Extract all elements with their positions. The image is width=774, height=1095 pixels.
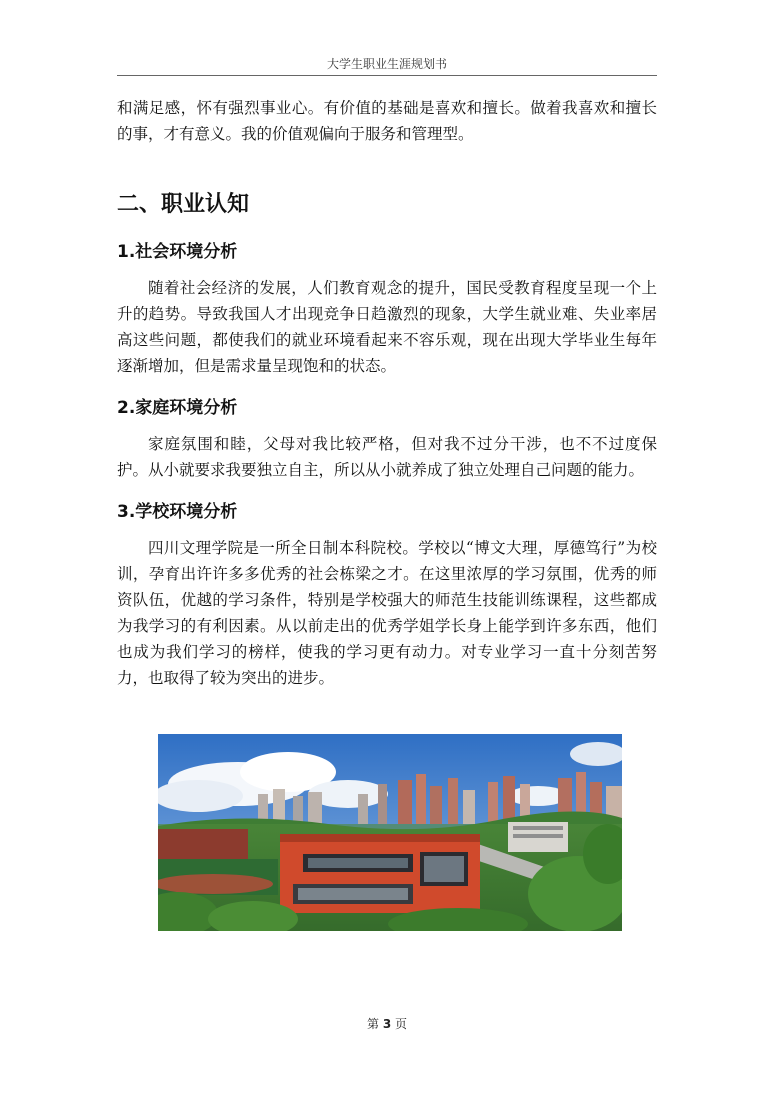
campus-photo-illustration	[158, 734, 622, 931]
footer-suffix: 页	[395, 1017, 408, 1031]
intro-paragraph: 和满足感，怀有强烈事业心。有价值的基础是喜欢和擅长。做着我喜欢和擅长的事，才有意义。我的价值观偏向于服务和管理型。	[117, 99, 657, 143]
page-number: 3	[382, 1017, 392, 1031]
page-body	[117, 95, 657, 691]
page-header: 大学生职业生涯规划书	[326, 57, 447, 71]
section-heading: 二、职业认知	[117, 192, 250, 217]
subsection-heading-school: 3.学校环境分析	[117, 502, 238, 522]
footer-prefix: 第	[366, 1017, 379, 1031]
subsection-heading-family: 2.家庭环境分析	[117, 398, 238, 418]
campus-photo	[158, 734, 622, 931]
paragraph-school: 四川文理学院是一所全日制本科院校。学校以“博文大理，厚德笃行”为校训，孕育出许许多多优秀的社会栋梁之才。在这里浓厚的学习氛围，优秀的师资队伍，优越的学习条件，特别是学校强大的师范生技能训练课程，这些都成为我学习的有利因素。从以前走出的优秀学姐学长身上能学到许多东西，他们也成为我们学习的榜样，使我的学习更有动力。对专业学习一直十分刻苦努力，也取得了较为突出的进步。	[117, 539, 657, 687]
page-footer	[0, 1015, 774, 1032]
subsection-heading-social: 1.社会环境分析	[117, 242, 238, 262]
header-divider	[117, 75, 657, 76]
paragraph-family: 家庭氛围和睦，父母对我比较严格，但对我不过分干涉，也不不过度保护。从小就要求我要独立自主，所以从小就养成了独立处理自己问题的能力。	[117, 435, 657, 479]
paragraph-social: 随着社会经济的发展，人们教育观念的提升，国民受教育程度呈现一个上升的趋势。导致我国人才出现竞争日趋激烈的现象，大学生就业难、失业率居高这些问题，都使我们的就业环境看起来不容乐观，现在出现大学毕业生每年逐渐增加，但是需求量呈现饱和的状态。	[117, 279, 657, 375]
